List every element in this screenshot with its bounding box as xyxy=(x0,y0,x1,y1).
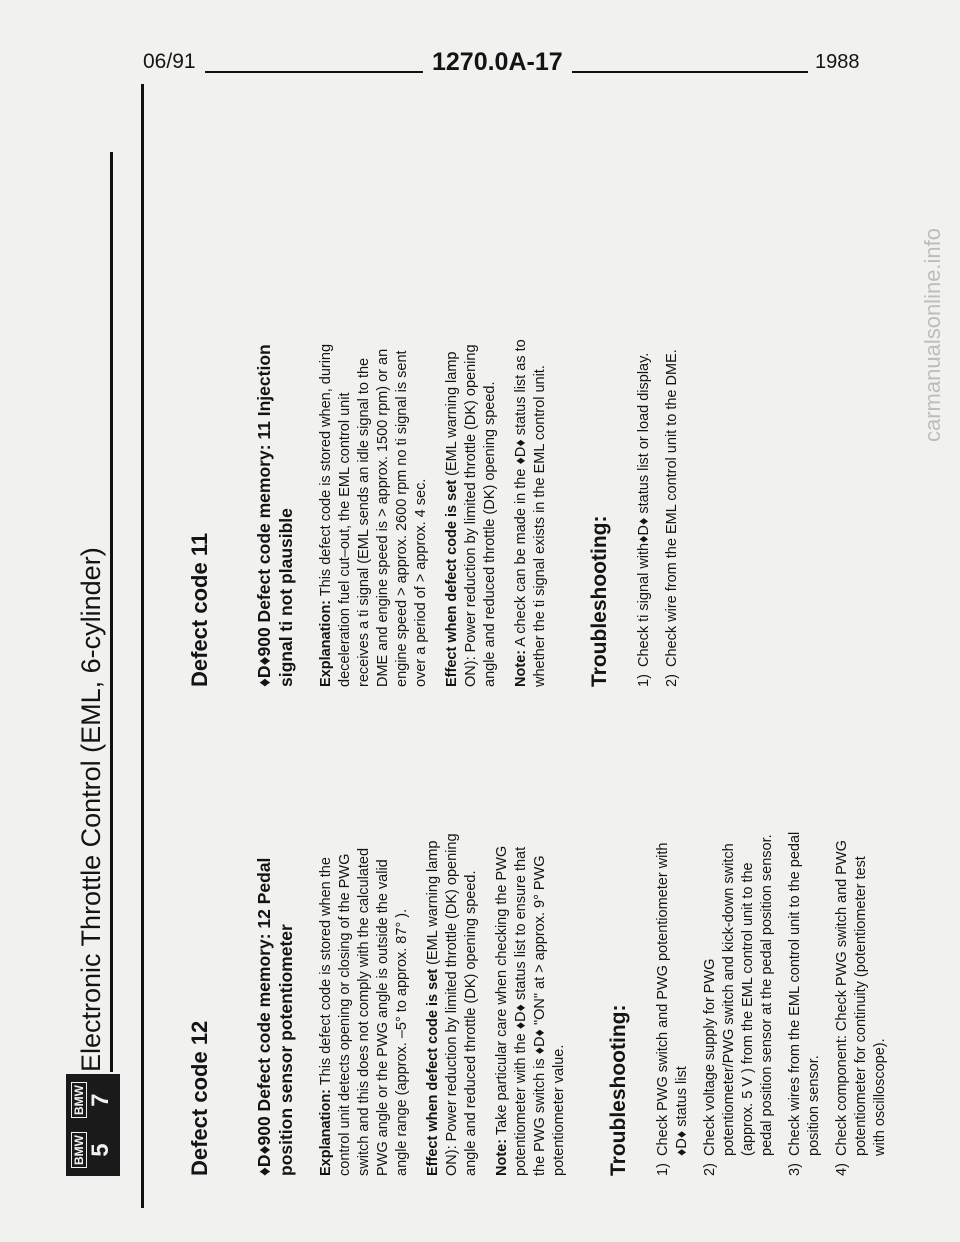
list-item xyxy=(635,337,654,687)
troubleshooting-heading: Troubleshooting: xyxy=(607,1004,630,1176)
list-item xyxy=(701,831,777,1176)
defect-11-column xyxy=(187,337,691,687)
effect-paragraph xyxy=(424,831,481,1176)
step-text: Check ti signal with♦D♦ status list or load display. xyxy=(636,352,652,667)
bmw-logo-7 xyxy=(66,1074,120,1126)
step-number: 4) xyxy=(834,1163,850,1176)
header-date: 06/91 xyxy=(143,50,196,73)
troubleshooting-heading: Troubleshooting: xyxy=(588,515,611,687)
step-text: Check PWG switch and PWG potentiometer with ♦D♦ status list xyxy=(655,842,690,1156)
step-number: 2) xyxy=(702,1163,718,1176)
defect-subheading: ♦D♦900 Defect code memory: 11 Injection signal ti not plausible xyxy=(254,344,296,687)
step-number: 3) xyxy=(787,1163,803,1176)
effect-text: (EML warning lamp ON): Power reduction by limited throttle (DK) opening angle and reduced throttle (DK) opening speed. xyxy=(425,833,479,1176)
logo-brand: BMW xyxy=(71,1132,87,1168)
effect-label: Effect when defect code is set xyxy=(425,968,441,1176)
step-number: 2) xyxy=(664,674,680,687)
bmw-logo xyxy=(66,1076,120,1176)
page-title: Electronic Throttle Control (EML, 6-cylinder) xyxy=(76,547,106,1072)
title-rule xyxy=(110,152,113,1072)
section-heading: Defect code 11 xyxy=(187,532,212,687)
note-text: A check can be made in the ♦D♦ status list as to whether the ti signal exists in the EML control unit. xyxy=(513,339,548,687)
note-label: Note: xyxy=(494,1138,510,1176)
header-year: 1988 xyxy=(815,51,860,73)
step-number: 1) xyxy=(655,1163,671,1176)
step-text: Check voltage supply for PWG potentiometer/PWG switch and kick-down switch (approx. 5 V ) from the EML control unit to the pedal position sensor at the pedal position sensor. xyxy=(702,834,775,1156)
watermark: carmanualsonline.info xyxy=(920,227,945,442)
logo-number: 7 xyxy=(87,1093,114,1107)
defect-12-column xyxy=(187,831,899,1176)
note-paragraph xyxy=(512,337,550,687)
note-text: Take particular care when checking the PWG potentiometer with the ♦D♦ status list to ensure that the PWG switch is ♦D♦ "ON" at > approx. 9° PWG potentiometer value. xyxy=(494,845,567,1176)
list-item xyxy=(833,831,890,1176)
defect-subheading: ♦D♦900 Defect code memory: 12 Pedal position sensor potentiometer xyxy=(254,857,296,1176)
troubleshooting-list xyxy=(654,831,890,1176)
note-paragraph xyxy=(493,831,569,1176)
effect-text: (EML warning lamp ON): Power reduction by limited throttle (DK) opening angle and reduced throttle (DK) opening speed. xyxy=(444,344,498,687)
note-label: Note: xyxy=(513,649,529,687)
header-code: 1270.0A-17 xyxy=(432,48,563,76)
bmw-logo-5 xyxy=(66,1124,120,1176)
explanation-text: This defect code is stored when the control unit detects opening or closing of the PWG switch and this does not comply with the calculated PWG angle or the PWG angle is outside the valid angle range (approx. –5° to approx. 87° ). xyxy=(318,847,410,1176)
explanation-label: Explanation: xyxy=(318,1088,334,1176)
step-text: Check wires from the EML control unit to the pedal position sensor. xyxy=(787,831,822,1156)
step-number: 1) xyxy=(636,674,652,687)
list-item xyxy=(654,831,692,1176)
explanation-label: Explanation: xyxy=(318,599,334,687)
explanation-paragraph xyxy=(317,831,412,1176)
section-heading: Defect code 12 xyxy=(187,1020,212,1176)
troubleshooting-list xyxy=(635,337,682,687)
logo-brand: BMW xyxy=(71,1082,87,1118)
step-text: Check component: Check PWG switch and PWG potentiometer for continuity (potentiometer test with oscilloscope). xyxy=(834,840,888,1156)
step-text: Check wire from the EML control unit to the DME. xyxy=(664,349,680,667)
effect-label: Effect when defect code is set xyxy=(444,479,460,687)
logo-number: 5 xyxy=(87,1143,114,1157)
list-item xyxy=(786,831,824,1176)
list-item xyxy=(663,337,682,687)
explanation-paragraph xyxy=(317,337,431,687)
explanation-text: This defect code is stored when, during deceleration fuel cut–out, the EML control unit receives a ti signal (EML sends an idle signal to the DME and engine speed is > approx. 1500 rpm) or an engine speed > approx. 2600 rpm no ti signal is sent over a period of > approx. 4 sec. xyxy=(318,343,429,687)
effect-paragraph xyxy=(443,337,500,687)
